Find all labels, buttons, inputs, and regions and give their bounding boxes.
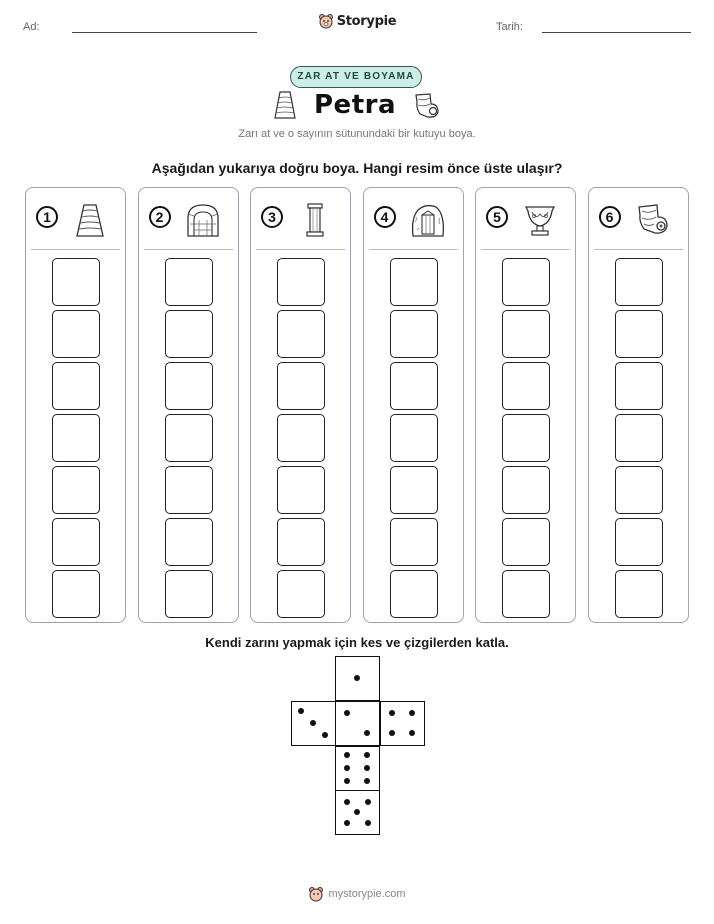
- dice-pip: [364, 765, 370, 771]
- column-divider: [144, 249, 233, 250]
- color-box[interactable]: [502, 258, 550, 306]
- dice-pip: [364, 778, 370, 784]
- color-box[interactable]: [390, 518, 438, 566]
- stone-arch-well-icon: [185, 202, 221, 238]
- color-box[interactable]: [502, 466, 550, 514]
- color-box[interactable]: [165, 570, 213, 618]
- column-header: [589, 202, 688, 236]
- dice-pip: [364, 752, 370, 758]
- color-box[interactable]: [502, 310, 550, 358]
- color-box[interactable]: [165, 466, 213, 514]
- dice-pip: [409, 710, 415, 716]
- dice-face-3: [291, 701, 336, 746]
- column-6: [588, 187, 689, 623]
- dice-pip: [322, 732, 328, 738]
- dice-pip: [344, 799, 350, 805]
- color-box[interactable]: [390, 570, 438, 618]
- color-box[interactable]: [165, 310, 213, 358]
- brand-name: Storypie: [336, 13, 397, 29]
- color-box[interactable]: [52, 258, 100, 306]
- column-header: [251, 202, 350, 236]
- color-box[interactable]: [277, 414, 325, 462]
- dice-pip: [344, 778, 350, 784]
- column-number: 4: [374, 206, 396, 228]
- dice-face-4: [380, 701, 425, 746]
- column-divider: [369, 249, 458, 250]
- dice-pip: [365, 820, 371, 826]
- color-box[interactable]: [52, 414, 100, 462]
- color-box[interactable]: [390, 310, 438, 358]
- color-box[interactable]: [52, 518, 100, 566]
- color-box[interactable]: [615, 518, 663, 566]
- column-2: [138, 187, 239, 623]
- color-box[interactable]: [277, 310, 325, 358]
- dice-pip: [344, 820, 350, 826]
- clay-pot-relic-icon: [635, 202, 671, 238]
- color-box[interactable]: [615, 258, 663, 306]
- dice-face-6: [335, 746, 380, 791]
- footer: [0, 886, 714, 902]
- dice-pip: [310, 720, 316, 726]
- color-box[interactable]: [502, 362, 550, 410]
- color-box[interactable]: [52, 466, 100, 514]
- column-divider: [31, 249, 120, 250]
- color-box[interactable]: [615, 414, 663, 462]
- column-divider: [481, 249, 570, 250]
- coloring-instruction: Aşağıdan yukarıya doğru boya. Hangi resim önce üste ulaşır?: [151, 160, 563, 176]
- color-box[interactable]: [502, 570, 550, 618]
- color-box[interactable]: [502, 518, 550, 566]
- column-header: [139, 202, 238, 236]
- color-box[interactable]: [165, 414, 213, 462]
- dice-face-2: [335, 701, 380, 746]
- dice-pip: [365, 799, 371, 805]
- brand-logo: [0, 13, 714, 34]
- clay-pot-relic-icon: [412, 90, 442, 120]
- column-number: 2: [149, 206, 171, 228]
- treasury-tower-icon: [272, 90, 298, 120]
- column-header: [364, 202, 463, 236]
- color-box[interactable]: [52, 570, 100, 618]
- column-header: [476, 202, 575, 236]
- bear-mascot-icon: [308, 886, 324, 902]
- title-row: [0, 90, 714, 120]
- column-number: 1: [36, 206, 58, 228]
- color-box[interactable]: [277, 258, 325, 306]
- color-box[interactable]: [165, 518, 213, 566]
- column-pillar-icon: [297, 202, 333, 238]
- column-1: [25, 187, 126, 623]
- dice-pip: [364, 730, 370, 736]
- column-4: [363, 187, 464, 623]
- dice-pip: [344, 752, 350, 758]
- column-5: [475, 187, 576, 623]
- column-header: [26, 202, 125, 236]
- dice-pip: [344, 765, 350, 771]
- color-box[interactable]: [390, 258, 438, 306]
- subtitle: Zarı at ve o sayının sütunundaki bir kutuyu boya.: [238, 128, 476, 140]
- color-box[interactable]: [277, 466, 325, 514]
- color-box[interactable]: [615, 310, 663, 358]
- dice-pip: [389, 730, 395, 736]
- page-title: Petra: [314, 90, 396, 120]
- column-3: [250, 187, 351, 623]
- dice-face-1: [335, 656, 380, 701]
- column-divider: [256, 249, 345, 250]
- dice-pip: [344, 710, 350, 716]
- color-box[interactable]: [390, 414, 438, 462]
- dice-face-5: [335, 790, 380, 835]
- column-divider: [594, 249, 683, 250]
- dice-pip: [354, 809, 360, 815]
- name-label: Ad:: [23, 21, 40, 33]
- activity-badge: ZAR AT VE BOYAMA: [290, 66, 422, 88]
- treasury-tower-icon: [72, 202, 108, 238]
- color-box[interactable]: [277, 570, 325, 618]
- dice-pip: [298, 708, 304, 714]
- dice-pip: [354, 675, 360, 681]
- column-number: 3: [261, 206, 283, 228]
- color-box[interactable]: [615, 570, 663, 618]
- dice-pip: [409, 730, 415, 736]
- bear-mascot-icon: [318, 13, 334, 29]
- column-number: 5: [486, 206, 508, 228]
- color-box[interactable]: [165, 362, 213, 410]
- ornate-urn-icon: [522, 202, 558, 238]
- color-box[interactable]: [615, 362, 663, 410]
- dice-pip: [389, 710, 395, 716]
- footer-url: mystorypie.com: [328, 888, 406, 900]
- color-box[interactable]: [52, 310, 100, 358]
- color-box[interactable]: [390, 466, 438, 514]
- color-box[interactable]: [502, 414, 550, 462]
- color-box[interactable]: [615, 466, 663, 514]
- color-box[interactable]: [277, 518, 325, 566]
- color-box[interactable]: [165, 258, 213, 306]
- dice-instruction: Kendi zarını yapmak için kes ve çizgilerden katla.: [205, 635, 509, 650]
- date-label: Tarih:: [496, 21, 523, 33]
- column-number: 6: [599, 206, 621, 228]
- color-box[interactable]: [52, 362, 100, 410]
- color-box[interactable]: [277, 362, 325, 410]
- color-box[interactable]: [390, 362, 438, 410]
- rock-cave-tomb-icon: [410, 202, 446, 238]
